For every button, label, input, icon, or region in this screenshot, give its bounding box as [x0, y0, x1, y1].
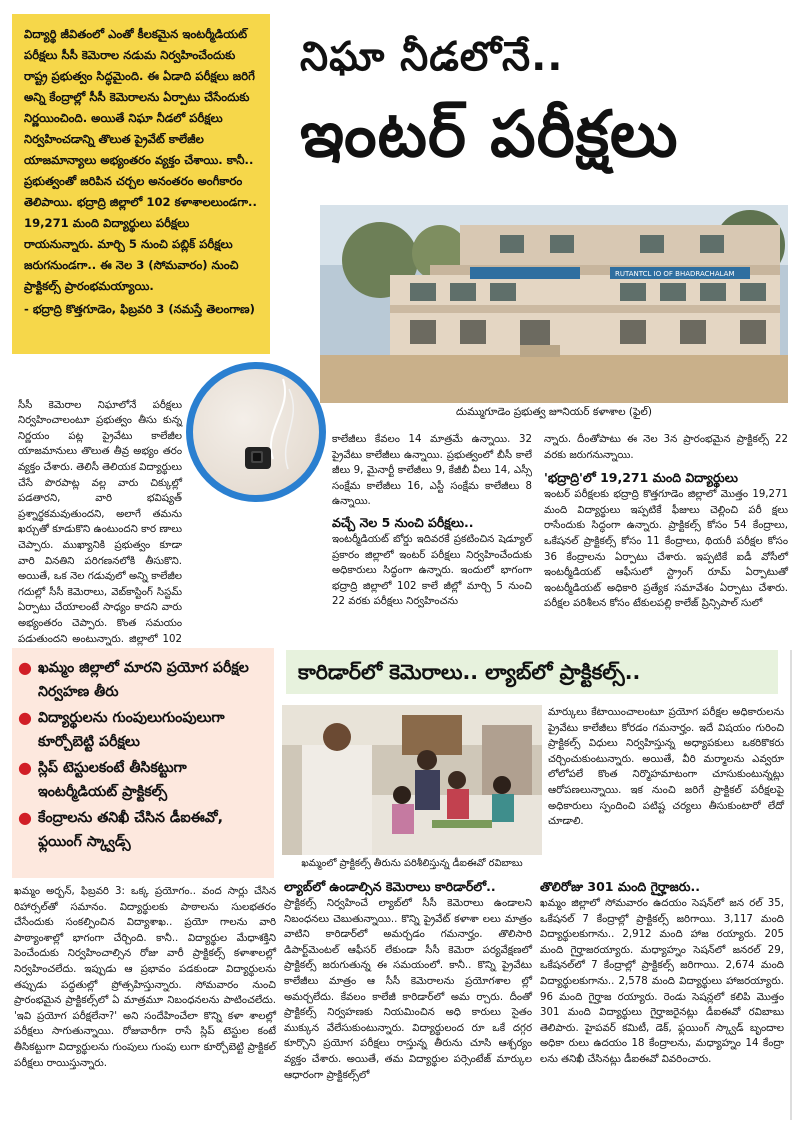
- headline-line1: నిఘా నీడలోనే..: [300, 34, 564, 80]
- bottom-col2-text: ప్రాక్టికల్స్ నిర్వహించే ల్యాబ్‌లో సీసీ కెమెరాలు ఉండాలని నిబంధనలు చెబుతున్నాయి.. కొన్ని ప్రైవేట్ కళాశా లలు మాత్రం వాటిని కారిడార్‌లో అమర్చడం గమనార్హం. తొలిసారి డిపార్ట్‌మెంటల్ ఆఫీసర్ లేకుండా సీసీ కెమెరా పర్యవేక్షణలో ప్రాక్టికల్స్ జరుగుతున్న ఈ సమయంలో. కానీ.. కొన్ని ప్రైవేటు కాలేజీలు మాత్రం ఆ సీసీ కెమెరాలను ప్రయోగశాల ల్లో అమర్చలేదు. కేవలం కాలేజీ కారిడార్‌లో అమ ర్చారు. దీంతో ప్రాక్టికల్స్ నిర్వహణకు నియమించిన అధి కారులు సైతం ముక్కున వేలేసుకుంటున్నారు. విద్యార్థులంద రూ ఒకే దగ్గర కూర్చొని ప్రయోగ పరీక్షలు రాస్తున్న తీరును చూసి ఆశ్చర్యం వ్యక్తం చేశారు. అయితే, తమ విద్యార్థుల పర్సెంటేజ్ మార్కుల ఆధారంగా ప్రాక్టికల్స్‌లో: [284, 898, 532, 1081]
- bottom-col3: [540, 878, 784, 1118]
- bottom-col3-text: ఖమ్మం జిల్లాలో సోమవారం ఉదయం సెషన్‌లో జన రల్ 35, ఒకేషనల్ 7 కేంద్రాల్లో ప్రాక్టికల్స్ జరిగాయి. 3,117 మంది విద్యార్థులకుగాను.. 2,912 మంది హాజ రయ్యారు. 205 మంది గైర్హాజరయ్యారు. మధ్యాహ్నం సెషన్‌లో జనరల్ 29, ఒకేషనల్‌లో 7 కేంద్రాల్లో ప్రాక్టికల్స్ జరిగాయి. 2,674 మంది విద్యార్థులకుగాను.. 2,578 మంది విద్యార్థులు హాజరయ్యారు. 96 మంది గైర్హాజ రయ్యారు. రెండు సెషన్లలో కలిపి మొత్తం 301 మంది విద్యార్థులు గైర్హాజరైనట్లు డీఐఈవో రవిబాబు తెలిపారు. హైపవర్ కమిటీ, డెక్, ఫ్లయింగ్ స్క్వాడ్ బృందాల అధికా రులు ఉదయం 18 కేంద్రాలను, మధ్యాహ్నం 14 కేంద్రా లను తనిఖీ చేసినట్లు డీఐఈవో వివరించారు.: [540, 898, 784, 1065]
- highlight-item: ● కేంద్రాలను తనిఖీ చేసిన డీఐఈవో, ఫ్లయింగ్ స్క్వాడ్స్: [18, 806, 266, 854]
- bottom-col2: [284, 878, 532, 1118]
- article-col2-subhead: వచ్చే నెల 5 నుంచి పరీక్షలు..: [332, 514, 474, 530]
- bottom-col1-text: ఖమ్మం అర్బన్, ఫిబ్రవరి 3: ఒక్క ప్రయోగం.. వంద సార్లు చేసిన రిహార్సల్‌తో సమానం. విద్యార్థులకు పాఠాలను సులభతరం చేసేందుకు సంకల్పించిన విద్యాశాఖ.. ప్రయో గాలను వారి పాఠ్యాంశాల్లో భాగంగా చేర్చింది. కానీ.. విద్యార్థుల మేధాశక్తిని పెంచేందుకు నిర్వహించాల్సిన రోజు వారీ ప్రాక్టికల్స్ కళాశాలల్లో నిర్వహించలేదు. ఇప్పుడు ఆ ప్రభావం పడకుండా విద్యార్థులను తప్పుడు పద్ధతుల్లో ప్రోత్సహిస్తున్నారు. సోమవారం నుంచి ప్రారంభమైన ప్రాక్టికల్స్‌లో ఏ మాత్రమూ నిబంధనలను పాటించలేదు. 'ఇవి ప్రయోగ పరీక్షలేనా?' అని సందేహించేలా కొన్ని కళా శాలల్లో పరీక్షలు సాగుతున్నాయి. రోజువారీగా రాసే స్లిప్ టెస్టుల కంటే తీసికట్టుగా విద్యార్థులను గుంపులు గుంపు లుగా కూర్చోబెట్టి ప్రాక్టికల్ పరీక్షలు రాయిస్తున్నారు.: [14, 886, 276, 1069]
- school-building-image: [320, 205, 788, 403]
- article-col3-text-b: ఇంటర్ పరీక్షలకు భద్రాద్రి కొత్తగూడెం జిల్లాలో మొత్తం 19,271 మంది విద్యార్థులు ఇప్పటికే ఫీజులు చెల్లించి పరీ క్షలు రాసేందుకు సిద్ధంగా ఉన్నారు. ప్రాక్టికల్స్ కోసం 54 కేంద్రాలు, ఒకేషనల్ ప్రాక్టికల్స్ కోసం 11 కేంద్రాలు, థియరీ పరీక్షల కోసం 36 కేంద్రాలను ఏర్పాటు చేశారు. ఇప్పటికే ఐడీ వోసీలో ఇంటర్మీడియట్ ఆఫీసులో స్ట్రాంగ్ రూమ్ ఏర్పాటుతో ఇంటర్మీడియట్ అధికారి ప్రత్యేక సమావేశం ఏర్పాటు చేశారు. పరీక్షల పరిశీలన కోసం టేకులపల్లి కాలేజ్ ప్రిన్సిపాల్ సులో: [544, 489, 788, 610]
- article-col3: [544, 432, 788, 642]
- lab-scene-image: [282, 705, 542, 855]
- article-col3-text-a: న్నారు. దీంతోపాటు ఈ నెల 3న ప్రారంభమైన ప్రాక్టికల్స్ 22 వరకు జరుగనున్నాయి.: [544, 434, 788, 461]
- article-col1-bottom: [18, 502, 314, 638]
- school-photo: [320, 205, 788, 403]
- highlight-item: ● స్లిప్ టెస్టులకంటే తీసికట్టుగా ఇంటర్మీడియట్ ప్రాక్టికల్స్: [18, 756, 266, 804]
- headline-line2: ఇంటర్ పరీక్షలు: [300, 98, 679, 172]
- bullet-dot-icon: ●: [18, 758, 32, 777]
- bullet-dot-icon: ●: [18, 708, 32, 727]
- intro-box: [12, 14, 270, 354]
- intro-text: విద్యార్థి జీవితంలో ఎంతో కీలకమైన ఇంటర్మీడియట్ పరీక్షలు సీసీ కెమెరాల నడుమ నిర్వహించేందుకు రాష్ట్ర ప్రభుత్వం సిద్ధమైంది. ఈ ఏడాది పరీక్షలు జరిగే అన్ని కేంద్రాల్లో సీసీ కెమెరాలను ఏర్పాటు చేసేందుకు నిర్ణయించింది. అయితే నిఘా నీడలో పరీక్షలు నిర్వహించడాన్ని తొలుత ప్రైవేట్ కాలేజీల యాజమాన్యాలు అభ్యంతరం వ్యక్తం చేశాయి. కానీ.. ప్రభుత్వంతో జరిపిన చర్చల అనంతరం అంగీకారం తెలిపాయి. భద్రాద్రి జిల్లాలో 102 కళాశాలలుండగా.. 19,271 మంది విద్యార్థులు పరీక్షలు రాయనున్నారు. మార్చి 5 నుంచి పబ్లిక్ పరీక్షలు జరుగనుండగా.. ఈ నెల 3 (సోమవారం) నుంచి ప్రాక్టికల్స్ ప్రారంభమయ్యాయి.: [24, 27, 257, 293]
- school-sign-text: RUTANTCL IO OF BHADRACHALAM: [615, 270, 735, 278]
- highlight-item: ● విద్యార్థులను గుంపులుగుంపులుగా కూర్చోబెట్టి పరీక్షలు: [18, 706, 266, 754]
- bottom-col3-subhead: తొలిరోజు 301 మంది గైర్హాజరు..: [540, 879, 700, 894]
- highlight-item: ● ఖమ్మం జిల్లాలో మారని ప్రయోగ పరీక్షల నిర్వహణ తీరు: [18, 656, 266, 704]
- intro-byline: - భద్రాద్రి కొత్తగూడెం, ఫిబ్రవరి 3 (నమస్తే తెలంగాణ): [24, 302, 255, 316]
- lab-photo: [282, 705, 542, 855]
- page-edge-divider: [790, 650, 792, 1120]
- article-col3-subhead: 'భద్రాద్రి'లో 19,271 మంది విద్యార్థులు: [544, 470, 738, 486]
- article-col1-top: [18, 382, 182, 645]
- camera-icon: [193, 369, 319, 495]
- highlights-box: [12, 648, 274, 878]
- bottom-col2-subhead: ల్యాబ్‌లో ఉండాల్సిన కెమెరాలు కారిడార్‌లో..: [284, 879, 496, 894]
- lab-side-text: మార్కులు కేటాయించాలంటూ ప్రయోగ పరీక్షల అధికారులను ప్రైవేటు కాలేజీలు కోరడం గమనార్హం. ఇదే విషయం గురించి ప్రాక్టికల్స్ విధులు నిర్వహిస్తున్న అధ్యాపకులు ఒకరికొకరు చర్చించుకుంటున్నారు. అయితే, వీరి మర్మాలను ఎవ్వరూ లోలోపలే కొంత నిర్మొహమాటంగా చూసుకుంటున్నట్లు ఆరోపణలున్నాయి. ఇక నుంచి జరిగే ప్రాక్టికల్ పరీక్షలపై అధికారులు స్పందించి పటిష్ట చర్యలు తీసుకుంటారో లేదో చూడాలి.: [548, 707, 784, 828]
- article-col2-text-b: ఇంటర్మీడియట్ బోర్డు ఇదివరకే ప్రకటించిన షెడ్యూల్ ప్రకారం జిల్లాలో ఇంటర్ పరీక్షలు నిర్వహించేందుకు అధికారులు సిద్ధంగా ఉన్నారు. ఇందులో భాగంగా భద్రాద్రి జిల్లాలో 102 కాలే జీల్లో మార్చి 5 నుంచి 22 వరకు పరీక్షలు నిర్వహించను: [332, 533, 532, 608]
- article-col2: [332, 432, 532, 642]
- article-col1-text: సీసీ కెమెరాల నిఘాలోనే పరీక్షలు నిర్వహించాలంటూ ప్రభుత్వం తీసు కున్న నిర్ణయం పట్ల ప్రైవేటు కాలేజీల యాజమానులు తొలుత తీవ్ర అభ్యం తరం వ్యక్తం చేశారు. తెలిసీ తెలియక విద్యార్థులు చేసే పొరపాట్ల వల్ల వారు చిక్కుల్లో పడతారని, వారి భవిష్యత్ ప్రశ్నార్థకమవుతుందని, అలాగే తమను ఖర్చుతో కూడుకొని ఉంటుందని కార ణాలు చెప్పారు. ముఖ్యానికి ప్రభుత్వం కూడా వారి వినతిని పరిగణనలోకి తీసుకొని. అయితే, ఒక నెల గడువులో అన్ని కాలేజీల గదుల్లో సీసీ కెమెరాలు, వెబ్‌కాస్టింగ్ సిస్టమ్ ఏర్పాటు చేయాలంటే సాధ్యం కాదని వారు అభ్యంతరం చెప్పారు. కొంత సమయం పడుతుందని అంటున్నారు. జిల్లాలో 102: [18, 399, 182, 645]
- cctv-camera-photo: [186, 362, 326, 502]
- school-photo-caption: దుమ్ముగూడెం ప్రభుత్వ జూనియర్ కళాశాల (ఫైల్): [456, 406, 652, 418]
- bullet-dot-icon: ●: [18, 658, 32, 677]
- article-col2-text-a: కాలేజీలు కేవలం 14 మాత్రమే ఉన్నాయి. 32 ప్రైవేటు కాలేజీలు ఉన్నాయి. ప్రభుత్వంలో బీసీ కాలే జీలు 9, మైనార్టీ కాలేజీలు 9, కేజీబీ వీలు 14, ఎస్సీ సంక్షేమ కాలేజీలు 16, ఎస్టీ సంక్షేమ కాలేజీలు 8 ఉన్నాయి.: [332, 434, 532, 508]
- lab-photo-caption: ఖమ్మంలో ప్రాక్టికల్స్ తీరును పరిశీలిస్తున్న డీఐఈవో రవిబాబు: [301, 858, 523, 869]
- section-banner-headline: కారిడార్‌లో కెమెరాలు.. ల్యాబ్‌లో ప్రాక్టికల్స్..: [286, 650, 778, 694]
- bullet-dot-icon: ●: [18, 808, 32, 827]
